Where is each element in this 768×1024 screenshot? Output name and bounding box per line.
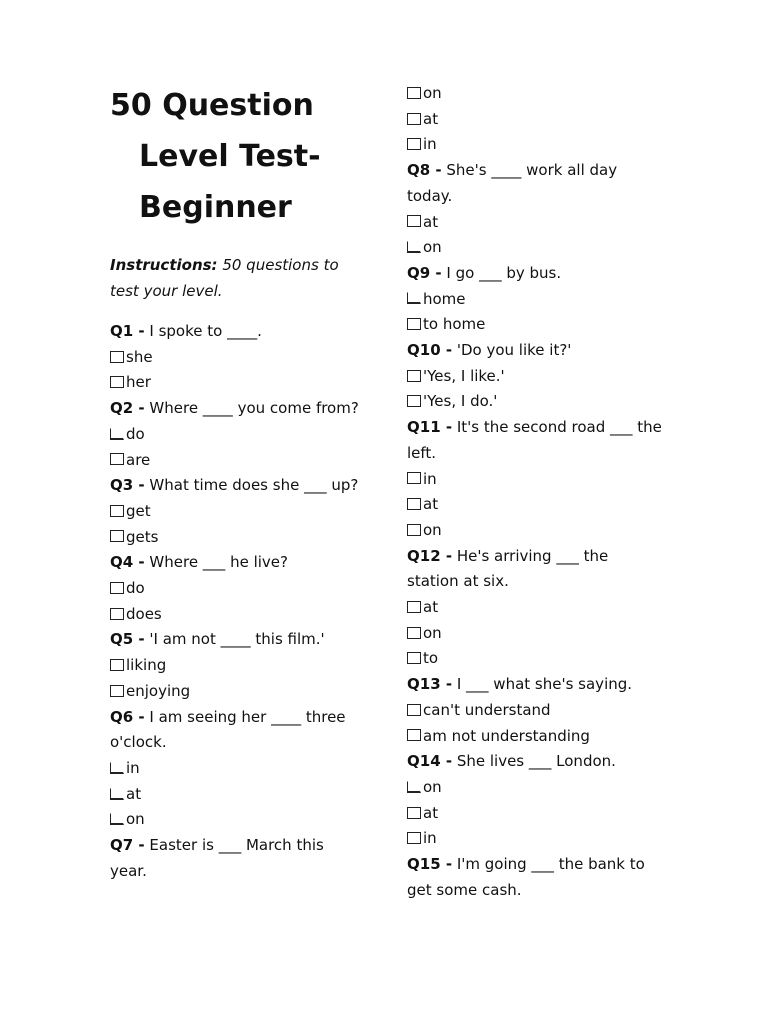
page-title: 50 Question Level Test- Beginner [110,88,321,225]
question-text [407,158,662,209]
answer-option[interactable] [407,107,662,133]
answer-option[interactable] [407,492,662,518]
answer-option-label: in [126,758,140,777]
question-text [407,415,662,466]
answer-option-label: 'Yes, I do.' [423,392,498,411]
question-prompt: I ___ what she's saying. [452,675,633,694]
answer-option-label: do [126,424,145,443]
checkbox-icon[interactable] [407,627,421,639]
checkbox-icon[interactable] [407,524,421,536]
answer-option[interactable] [407,364,662,390]
answer-option[interactable] [110,422,360,448]
question-number: Q9 - [407,263,442,282]
checkbox-icon[interactable] [407,601,421,613]
answer-option[interactable] [407,775,662,801]
question-text [407,852,662,903]
answer-option[interactable] [407,518,662,544]
answer-option-label: she [126,347,153,366]
question-prompt: I am seeing her ____ three o'clock. [110,707,346,752]
checkbox-icon[interactable] [110,608,124,620]
checkbox-icon[interactable] [407,370,421,382]
question-number: Q14 - [407,752,453,771]
question-number: Q2 - [110,399,145,418]
answer-option-label: in [423,135,437,154]
question-number: Q13 - [407,675,453,694]
question-text [110,833,360,884]
question-prompt: 'Do you like it?' [452,341,572,360]
question-prompt: He's arriving ___ the station at six. [407,546,609,591]
checkbox-icon[interactable] [110,813,124,825]
answer-option[interactable] [407,724,662,750]
question-column-left [110,319,360,884]
checkbox-icon[interactable] [407,292,421,304]
question-number: Q4 - [110,553,145,572]
answer-option-label: 'Yes, I like.' [423,366,505,385]
question-number: Q3 - [110,476,145,495]
checkbox-icon[interactable] [110,762,124,774]
question-prompt: What time does she ___ up? [144,476,359,495]
checkbox-icon[interactable] [407,781,421,793]
answer-option[interactable] [407,595,662,621]
answer-option-label: at [423,495,439,514]
checkbox-icon[interactable] [407,138,421,150]
answer-option-label: at [126,784,142,803]
checkbox-icon[interactable] [110,505,124,517]
checkbox-icon[interactable] [407,395,421,407]
answer-option[interactable] [110,679,360,705]
question-text [110,319,360,345]
answer-option-label: on [423,777,442,796]
answer-option-label: on [423,238,442,257]
question-text [110,473,360,499]
answer-option-label: at [423,212,439,231]
question-number: Q8 - [407,161,442,180]
answer-option-label: in [423,829,437,848]
answer-option-label: can't understand [423,700,551,719]
answer-option[interactable] [110,370,360,396]
checkbox-icon[interactable] [407,472,421,484]
answer-option[interactable] [110,602,360,628]
checkbox-icon[interactable] [407,807,421,819]
question-prompt: She lives ___ London. [452,752,616,771]
answer-option-label: enjoying [126,681,191,700]
answer-option-label: her [126,373,151,392]
question-prompt: It's the second road ___ the left. [407,418,662,462]
question-text [407,338,662,364]
question-prompt: Where ____ you come from? [144,399,359,418]
answer-option[interactable] [110,576,360,602]
checkbox-icon[interactable] [407,113,421,125]
answer-option[interactable] [110,448,360,474]
question-number: Q5 - [110,630,145,649]
question-text [407,544,662,595]
answer-option[interactable] [110,499,360,525]
answer-option-label: does [126,604,162,623]
answer-option-label: get [126,501,151,520]
question-number: Q1 - [110,322,145,340]
checkbox-icon[interactable] [110,788,124,800]
question-number: Q7 - [110,836,145,855]
checkbox-icon[interactable] [407,87,421,99]
answer-option-label: on [126,810,145,829]
question-text [110,396,360,422]
checkbox-icon[interactable] [110,428,124,440]
question-prompt: Easter is ___ March this year. [110,836,324,880]
question-number: Q10 - [407,341,453,360]
answer-option-label: at [423,803,439,822]
checkbox-icon[interactable] [407,729,421,741]
question-column-right [407,81,662,904]
checkbox-icon[interactable] [110,530,124,542]
answer-option-label: to home [423,315,486,334]
question-number: Q15 - [407,855,453,874]
checkbox-icon[interactable] [407,318,421,330]
instructions [110,252,360,304]
answer-option[interactable] [407,235,662,261]
checkbox-icon[interactable] [110,453,124,465]
checkbox-icon[interactable] [407,832,421,844]
answer-option-label: am not understanding [423,726,590,745]
answer-option[interactable] [407,826,662,852]
question-number: Q6 - [110,707,145,726]
question-text [407,749,662,775]
question-text [407,672,662,698]
answer-option-label: on [423,623,442,642]
question-prompt: I go ___ by bus. [441,263,562,282]
question-text [407,261,662,287]
question-text [110,705,360,756]
question-prompt: Where ___ he live? [144,553,288,572]
checkbox-icon[interactable] [407,241,421,253]
answer-option-label: gets [126,527,159,546]
answer-option[interactable] [407,389,662,415]
checkbox-icon[interactable] [407,498,421,510]
question-text [110,550,360,576]
answer-option[interactable] [407,312,662,338]
answer-option[interactable] [407,287,662,313]
checkbox-icon[interactable] [110,351,124,363]
answer-option-label: on [423,520,442,539]
question-prompt: She's ____ work all day today. [407,161,618,205]
answer-option-label: at [423,109,439,128]
checkbox-icon[interactable] [110,376,124,388]
checkbox-icon[interactable] [407,215,421,227]
answer-option[interactable] [110,345,360,371]
checkbox-icon[interactable] [407,704,421,716]
answer-option[interactable] [110,525,360,551]
answer-option[interactable] [407,646,662,672]
question-prompt: I'm going ___ the bank to get some cash. [407,855,645,899]
answer-option[interactable] [407,698,662,724]
question-prompt: I spoke to ____. [144,322,262,340]
answer-option-label: liking [126,656,167,675]
instructions-text: 50 questions to test your level. [110,256,339,300]
answer-option-label: are [126,450,151,469]
question-prompt: 'I am not ____ this film.' [144,630,325,649]
instructions-label: Instructions: [110,256,218,274]
question-text [110,627,360,653]
answer-option-label: home [423,289,466,308]
answer-option[interactable] [407,210,662,236]
answer-option[interactable] [407,621,662,647]
checkbox-icon[interactable] [110,582,124,594]
question-number: Q12 - [407,546,453,565]
checkbox-icon[interactable] [110,659,124,671]
answer-option[interactable] [110,653,360,679]
answer-option-label: do [126,579,145,598]
answer-option-label: on [423,84,442,102]
answer-option[interactable] [110,807,360,833]
checkbox-icon[interactable] [407,652,421,664]
answer-option[interactable] [407,467,662,493]
answer-option[interactable] [407,81,662,107]
answer-option[interactable] [407,132,662,158]
checkbox-icon[interactable] [110,685,124,697]
answer-option-label: to [423,649,439,668]
answer-option[interactable] [110,756,360,782]
answer-option-label: in [423,469,437,488]
question-number: Q11 - [407,418,453,437]
answer-option[interactable] [407,801,662,827]
answer-option-label: at [423,598,439,617]
answer-option[interactable] [110,782,360,808]
